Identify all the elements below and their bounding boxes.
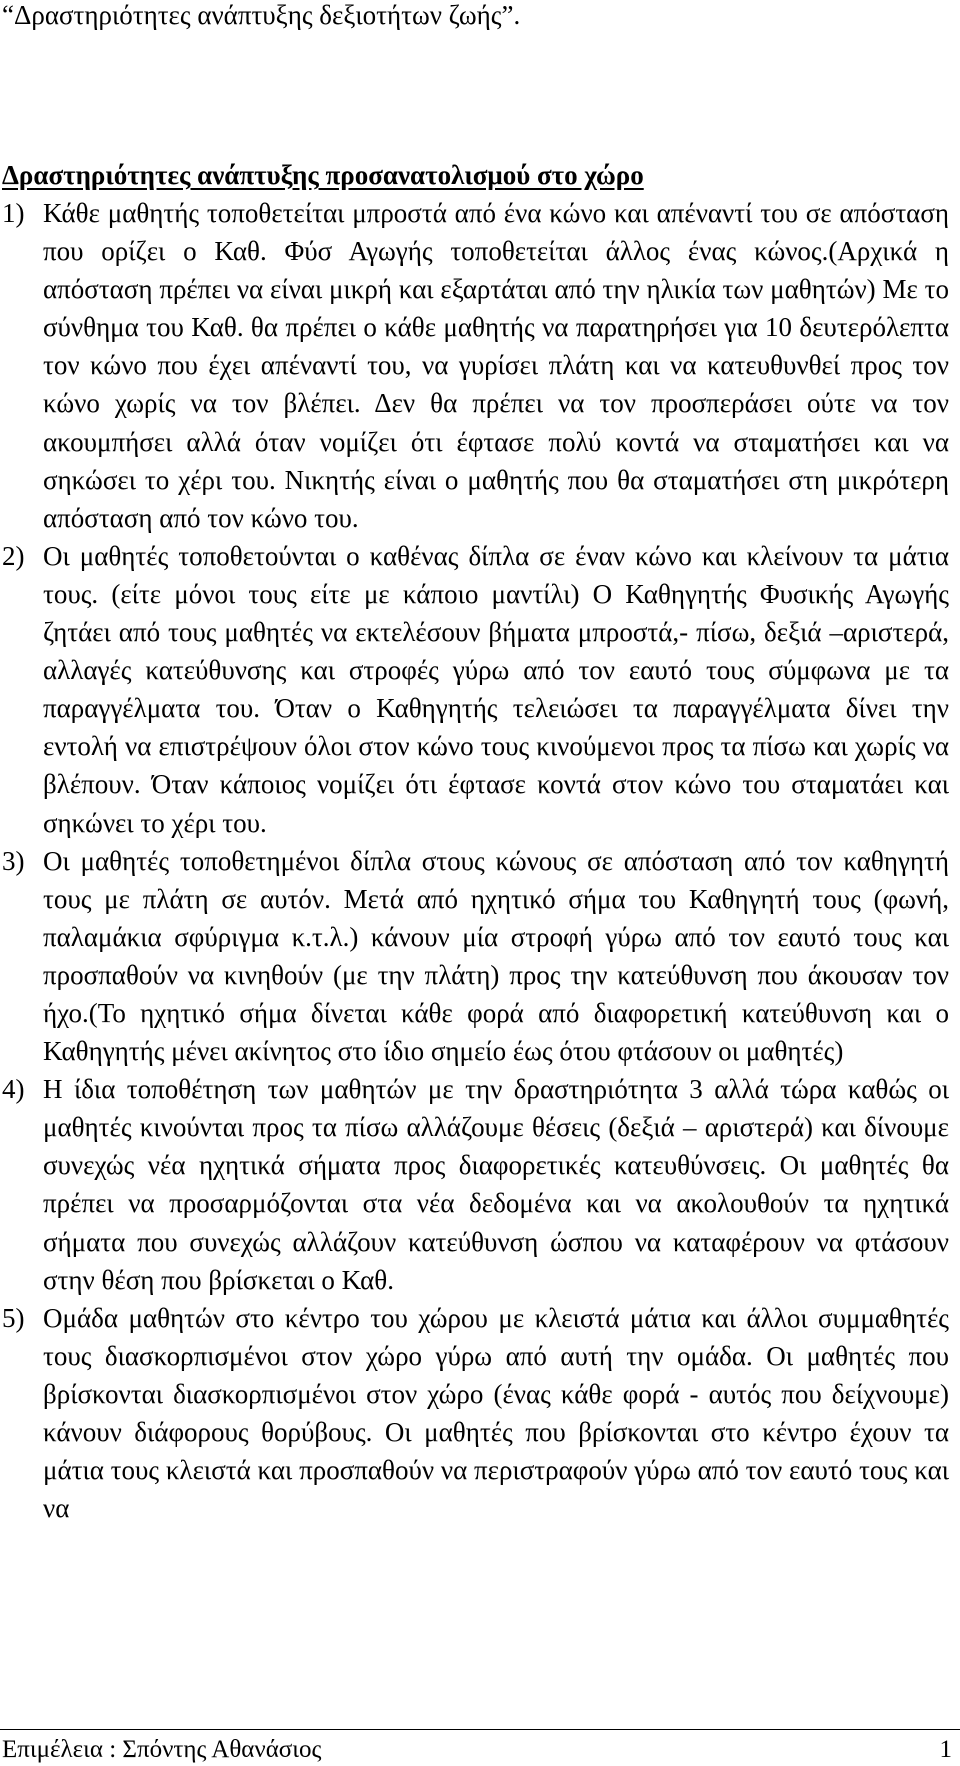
- activity-number: 1): [2, 198, 25, 228]
- activity-item-5: [0, 1299, 960, 1528]
- activity-item-3: [0, 842, 960, 1071]
- activity-text: Ομάδα μαθητών στο κέντρο του χώρου με κλειστά μάτια και άλλοι συμμαθητές τους διασκορπισμένοι στον χώρο γύρω από αυτή την ομάδα. Οι μαθητές που βρίσκονται διασκορπισμένοι στον χώρο (ένας κάθε φορά - αυτός που δείχνουμε) κάνουν διάφορους θορύβους. Οι μαθητές που βρίσκονται στο κέντρο έχουν τα μάτια τους κλειστά και προσπαθούν να περιστραφούν γύρω από τον εαυτό τους και να: [43, 1302, 949, 1524]
- activity-text: Οι μαθητές τοποθετούνται ο καθένας δίπλα σε έναν κώνο και κλείνουν τα μάτια τους. (είτε μόνοι τους είτε με κάποιο μαντίλι) Ο Καθηγητής Φυσικής Αγωγής ζητάει από τους μαθητές να εκτελέσουν βήματα μπροστά,- πίσω, δεξιά –αριστερά, αλλαγές κατεύθυνσης και στροφές γύρω από τον εαυτό τους σύμφωνα με τα παραγγέλματα του. Όταν ο Καθηγητής τελειώσει τα παραγγέλματα δίνει την εντολή να επιστρέψουν όλοι στον κώνο τους κινούμενοι προς τα πίσω και χωρίς να βλέπουν. Όταν κάποιος νομίζει ότι έφτασε κοντά στον κώνο του σταματάει και σηκώνει το χέρι του.: [43, 540, 949, 838]
- page-number: 1: [939, 1736, 952, 1763]
- activity-text: Η ίδια τοποθέτηση των μαθητών με την δραστηριότητα 3 αλλά τώρα καθώς οι μαθητές κινούνται προς τα πίσω αλλάζουμε θέσεις (δεξιά – αριστερά) και δίνουμε συνεχώς νέα ηχητικά σήματα προς διαφορετικές κατευθύνσεις. Οι μαθητές θα πρέπει να προσαρμόζονται στα νέα δεδομένα και να ακολουθούν τα ηχητικά σήματα που συνεχώς αλλάζουν κατεύθυνση ώσπου να καταφέρουν να φτάσουν στην θέση που βρίσκεται ο Καθ.: [43, 1074, 949, 1295]
- activity-text: Οι μαθητές τοποθετημένοι δίπλα στους κώνους σε απόσταση από τον καθηγητή τους με πλάτη σε αυτόν. Μετά από ηχητικό σήμα του Καθηγητή τους (φωνή, παλαμάκια σφύριγμα κ.τ.λ.) κάνουν μία στροφή γύρω από τον εαυτό τους και προσπαθούν να κινηθούν (με την πλάτη) προς την κατεύθυνση που άκουσαν τον ήχο.(Το ηχητικό σήμα δίνεται κάθε φορά από διαφορετική κατεύθυνση και ο Καθηγητής μένει ακίνητος στο ίδιο σημείο έως ότου φτάσουν οι μαθητές): [43, 845, 949, 1067]
- footer-divider: [0, 1729, 960, 1730]
- activity-item-1: [0, 194, 960, 537]
- activity-text: Κάθε μαθητής τοποθετείται μπροστά από ένα κώνο και απέναντί του σε απόσταση που ορίζει ο Καθ. Φύσ Αγωγής τοποθετείται άλλος ένας κώνος.(Αρχικά η απόσταση πρέπει να είναι μικρή και εξαρτάται από την ηλικία των μαθητών) Με το σύνθημα του Καθ. θα πρέπει ο κάθε μαθητής να παρατηρήσει για 10 δευτερόλεπτα τον κώνο που έχει απέναντί του, να γυρίσει πλάτη και να κατευθυνθεί προς τον κώνο χωρίς να τον βλέπει. Δεν θα πρέπει να τον προσπεράσει ούτε να τον ακουμπήσει αλλά όταν νομίζει ότι έφτασε πολύ κοντά να σταματήσει και να σηκώσει το χέρι του. Νικητής είναι ο μαθητής που θα σταματήσει στη μικρότερη απόσταση από τον κώνο του.: [43, 198, 949, 533]
- activity-number: 3): [2, 845, 25, 876]
- activity-item-2: [0, 537, 960, 842]
- activity-number: 5): [2, 1302, 25, 1333]
- activity-item-4: [0, 1070, 960, 1299]
- footer-editor: Επιμέλεια : Σπόντης Αθανάσιος: [2, 1736, 322, 1763]
- activity-number: 4): [2, 1074, 25, 1105]
- activity-number: 2): [2, 540, 25, 571]
- activity-list: [0, 194, 960, 1527]
- section-heading: Δραστηριότητες ανάπτυξης προσανατολισμού στο χώρο: [2, 160, 644, 190]
- document-title: “Δραστηριότητες ανάπτυξης δεξιοτήτων ζωής”.: [2, 0, 521, 30]
